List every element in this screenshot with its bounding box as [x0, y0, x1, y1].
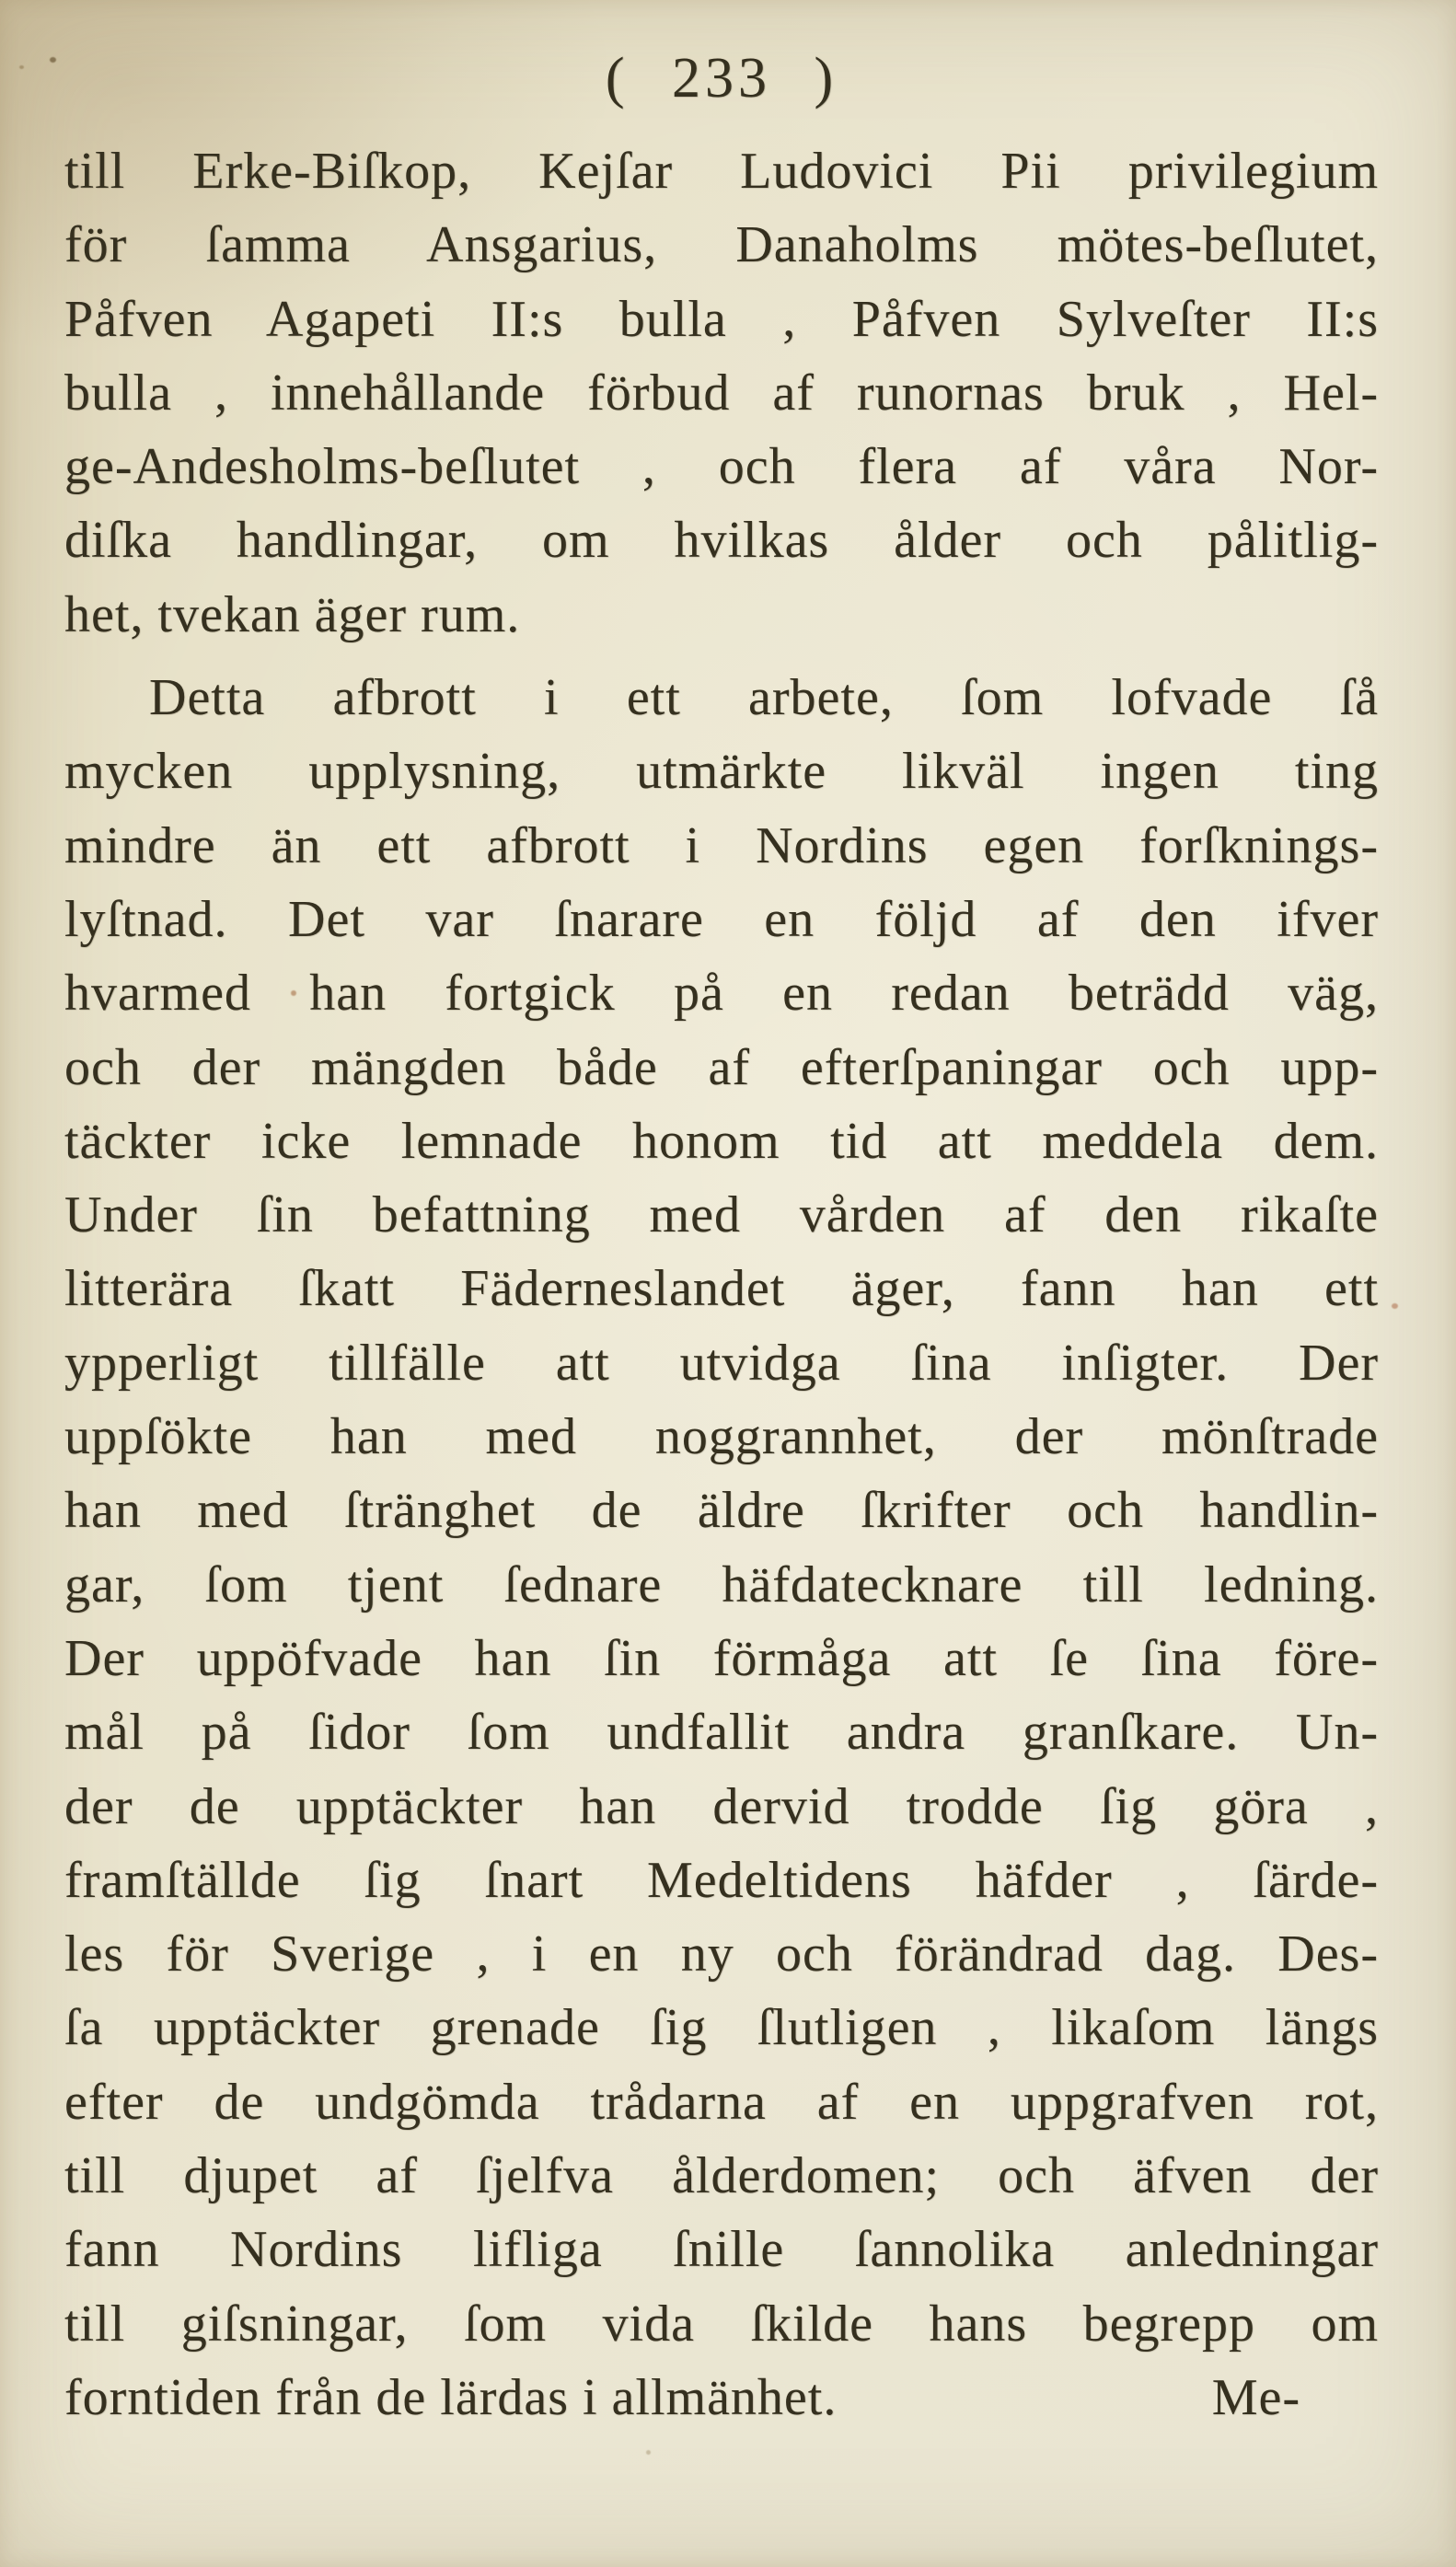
- text-line: han med ſtränghet de äldre ſkrifter och handlin-: [64, 1482, 1379, 1540]
- text-line: lyſtnad. Det var ſnarare en följd af den ifver: [64, 890, 1379, 948]
- text-line: ypperligt tillfälle att utvidga ſina inſigter. Der: [64, 1334, 1379, 1392]
- text-line: till giſsningar, ſom vida ſkilde hans begrepp om: [64, 2295, 1379, 2353]
- page-number: ( 233 ): [605, 47, 838, 110]
- text-line: efter de undgömda trådarna af en uppgrafven rot,: [64, 2073, 1379, 2131]
- text-line: mål på ſidor ſom undfallit andra granſkare. Un-: [64, 1704, 1379, 1762]
- text-line: till djupet af ſjelfva ålderdomen; och äfven der: [64, 2147, 1379, 2205]
- text-line: Der uppöfvade han ſin förmåga att ſe ſina före-: [64, 1629, 1379, 1687]
- text-line: Under ſin befattning med vården af den rikaſte: [64, 1186, 1379, 1244]
- paper-speck: [50, 57, 56, 63]
- paper-speck: [19, 65, 24, 69]
- paper-speck: [1392, 1303, 1398, 1309]
- text-line-content: forntiden från de lärdas i allmänhet.: [64, 2368, 838, 2426]
- text-line: för ſamma Ansgarius, Danaholms mötes-beſlutet,: [64, 216, 1379, 274]
- text-line: gar, ſom tjent ſednare häfdatecknare till ledning.: [64, 1555, 1379, 1613]
- text-line: och der mängden både af efterſpaningar och upp-: [64, 1038, 1379, 1096]
- text-line: hvarmed han fortgick på en redan beträdd väg,: [64, 965, 1379, 1023]
- page-text-block: [64, 134, 1379, 2434]
- text-line: bulla , innehållande förbud af runornas bruk , Hel-: [64, 364, 1379, 422]
- text-line: les för Sverige , i en ny och förändrad dag. Des-: [64, 1925, 1379, 1983]
- text-line: täckter icke lemnade honom tid att meddela dem.: [64, 1112, 1379, 1170]
- text-line: uppſökte han med noggrannhet, der mönſtrade: [64, 1408, 1379, 1466]
- text-line: [64, 2361, 1379, 2434]
- text-line: ge-Andesholms-beſlutet , och flera af våra Nor-: [64, 438, 1379, 496]
- text-line: till Erke-Biſkop, Kejſar Ludovici Pii privilegium: [64, 143, 1379, 200]
- text-line: fann Nordins lifliga ſnille ſannolika anledningar: [64, 2221, 1379, 2279]
- text-line: Påfven Agapeti II:s bulla , Påfven Sylveſter II:s: [64, 290, 1379, 348]
- text-line: framſtällde ſig ſnart Medeltidens häfder , ſärde-: [64, 1851, 1379, 1909]
- text-line: der de upptäckter han dervid trodde ſig göra ,: [64, 1777, 1379, 1835]
- text-line: diſka handlingar, om hvilkas ålder och pålitlig-: [64, 512, 1379, 570]
- text-line: Detta afbrott i ett arbete, ſom lofvade ſå: [149, 669, 1379, 727]
- text-line: mycken upplysning, utmärkte likväl ingen ting: [64, 743, 1379, 801]
- text-line: litterära ſkatt Fäderneslandet äger, fann han ett: [64, 1260, 1379, 1318]
- paper-speck: [646, 2450, 651, 2455]
- text-line: het, tvekan äger rum.: [64, 585, 521, 643]
- text-line: mindre än ett afbrott i Nordins egen forſknings-: [64, 816, 1379, 874]
- text-line: ſa upptäckter grenade ſig ſlutligen , likaſom längs: [64, 1999, 1379, 2057]
- catchword: Me-: [1211, 2368, 1300, 2426]
